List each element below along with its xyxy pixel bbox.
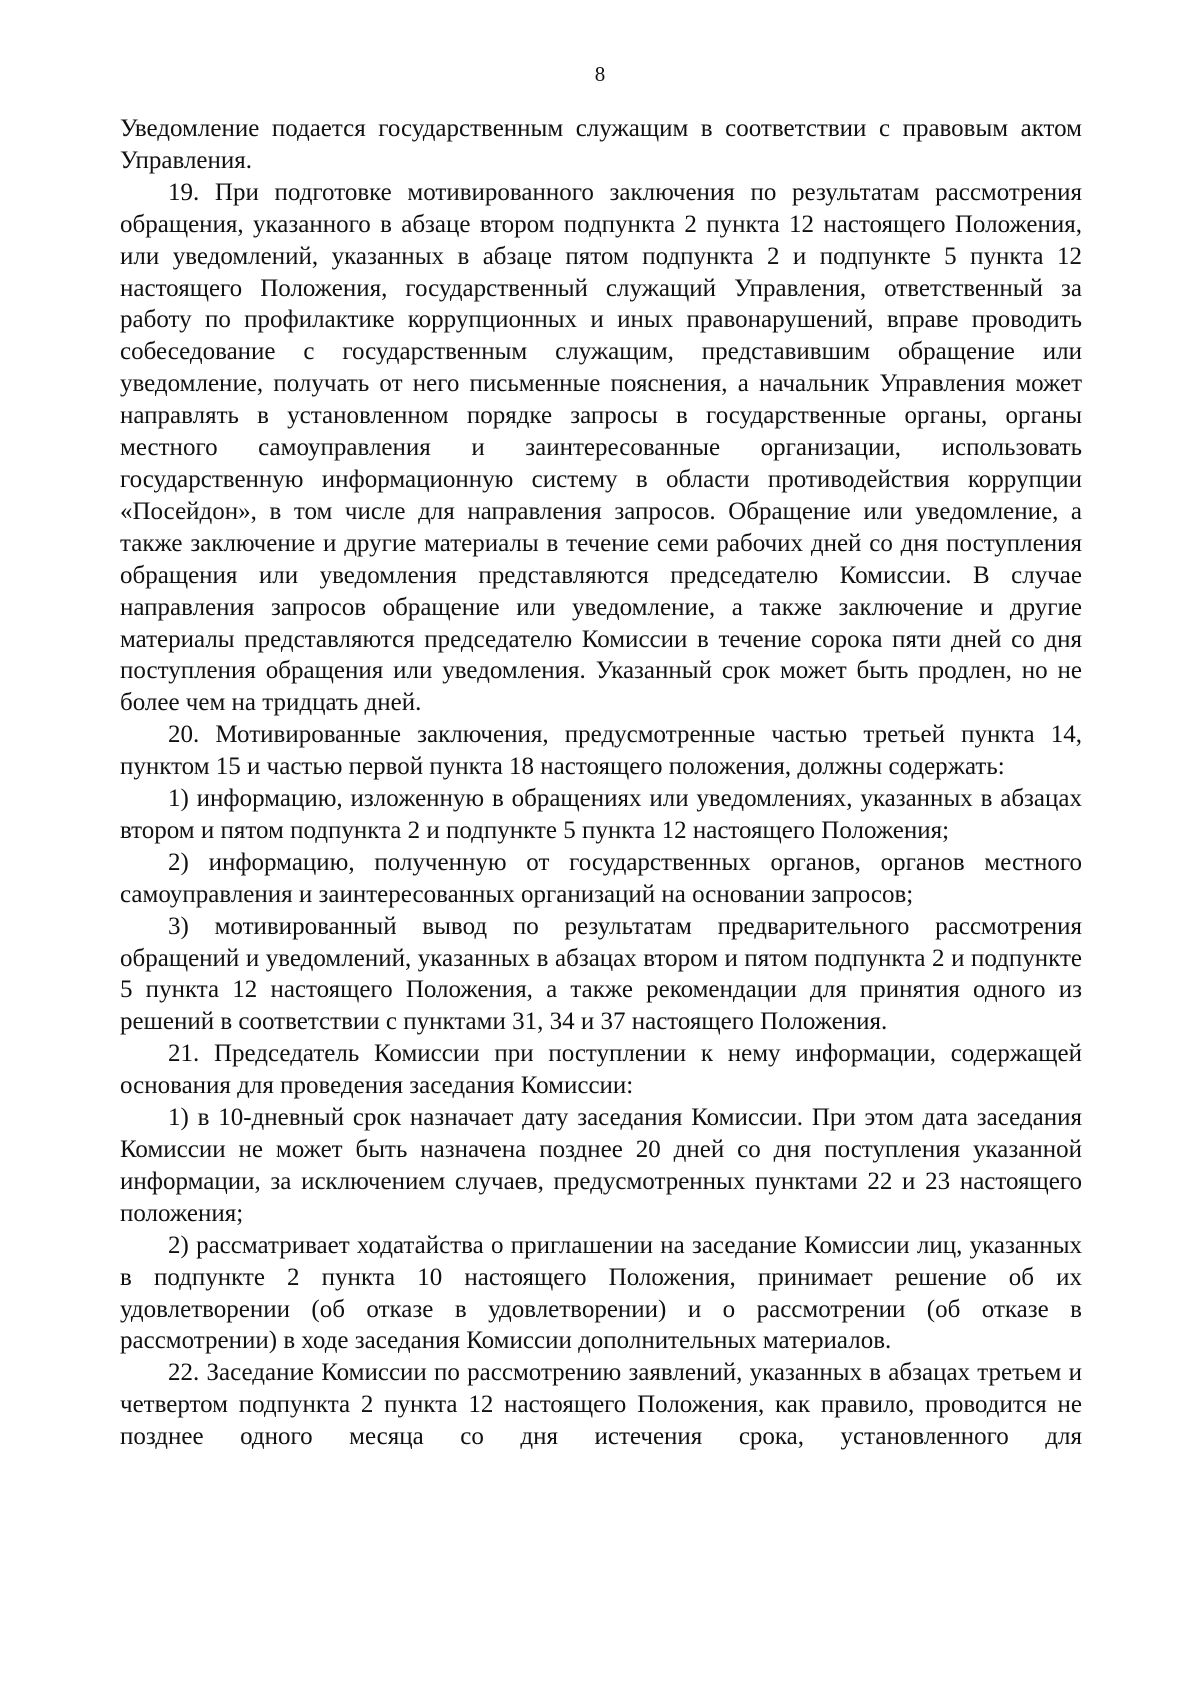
paragraph-20: 20. Мотивированные заключения, предусмотренные частью третьей пункта 14, пунктом 15 и частью первой пункта 18 настоящего положения, должны содержать: — [120, 721, 1082, 781]
paragraph-20-item-3: 3) мотивированный вывод по результатам предварительного рассмотрения обращений и уведомлений, указанных в абзацах втором и пятом подпункта 2 и подпункте 5 пункта 12 настоящего Положения, а также рекомендации для принятия одного из решений в соответствии с пунктами 31, 34 и 37 настоящего Положения. — [120, 912, 1082, 1036]
document-body — [120, 113, 1082, 1453]
paragraph-21-item-1: 1) в 10-дневный срок назначает дату заседания Комиссии. При этом дата заседания Комиссии не может быть назначена позднее 20 дней со дня поступления указанной информации, за исключением случаев, предусмотренных пунктами 22 и 23 настоящего положения; — [120, 1104, 1082, 1227]
paragraph-21-item-2: 2) рассматривает ходатайства о приглашении на заседание Комиссии лиц, указанных в подпункте 2 пункта 10 настоящего Положения, принимает решение об их удовлетворении (об отказе в удовлетворении) и о рассмотрении (об отказе в рассмотрении) в ходе заседания Комиссии дополнительных материалов. — [120, 1231, 1082, 1355]
paragraph-20-item-2: 2) информацию, полученную от государственных органов, органов местного самоуправления и заинтересованных организаций на основании запросов; — [120, 848, 1082, 908]
paragraph-22: 22. Заседание Комиссии по рассмотрению заявлений, указанных в абзацах третьем и четвертом подпункта 2 пункта 12 настоящего Положения, как правило, проводится не позднее одного месяца со дня истечения срока, установленного для — [120, 1359, 1082, 1451]
paragraph-21: 21. Председатель Комиссии при поступлении к нему информации, содержащей основания для проведения заседания Комиссии: — [120, 1040, 1082, 1100]
paragraph-19: 19. При подготовке мотивированного заключения по результатам рассмотрения обращения, указанного в абзаце втором подпункта 2 пункта 12 настоящего Положения, или уведомлений, указанных в абзаце пятом подпункта 2 и подпункте 5 пункта 12 настоящего Положения, государственный служащий Управления, ответственный за работу по профилактике коррупционных и иных правонарушений, вправе проводить собеседование с государственным служащим, представившим обращение или уведомление, получать от него письменные пояснения, а начальник Управления может направлять в установленном порядке запросы в государственные органы, органы местного самоуправления и заинтересованные организации, использовать государственную информационную систему в области противодействия коррупции «Посейдон», в том числе для направления запросов. Обращение или уведомление, а также заключение и другие материалы в течение семи рабочих дней со дня поступления обращения или уведомления представляются председателю Комиссии. В случае направления запросов обращение или уведомление, а также заключение и другие материалы представляются председателю Комиссии в течение сорока пяти дней со дня поступления обращения или уведомления. Указанный срок может быть продлен, но не более чем на тридцать дней. — [120, 178, 1082, 717]
paragraph-notification: Уведомление подается государственным служащим в соответствии с правовым актом Управления. — [120, 115, 1082, 174]
page-number: 8 — [594, 62, 606, 86]
paragraph-20-item-1: 1) информацию, изложенную в обращениях или уведомлениях, указанных в абзацах втором и пятом подпункта 2 и подпункте 5 пункта 12 настоящего Положения; — [120, 785, 1082, 844]
